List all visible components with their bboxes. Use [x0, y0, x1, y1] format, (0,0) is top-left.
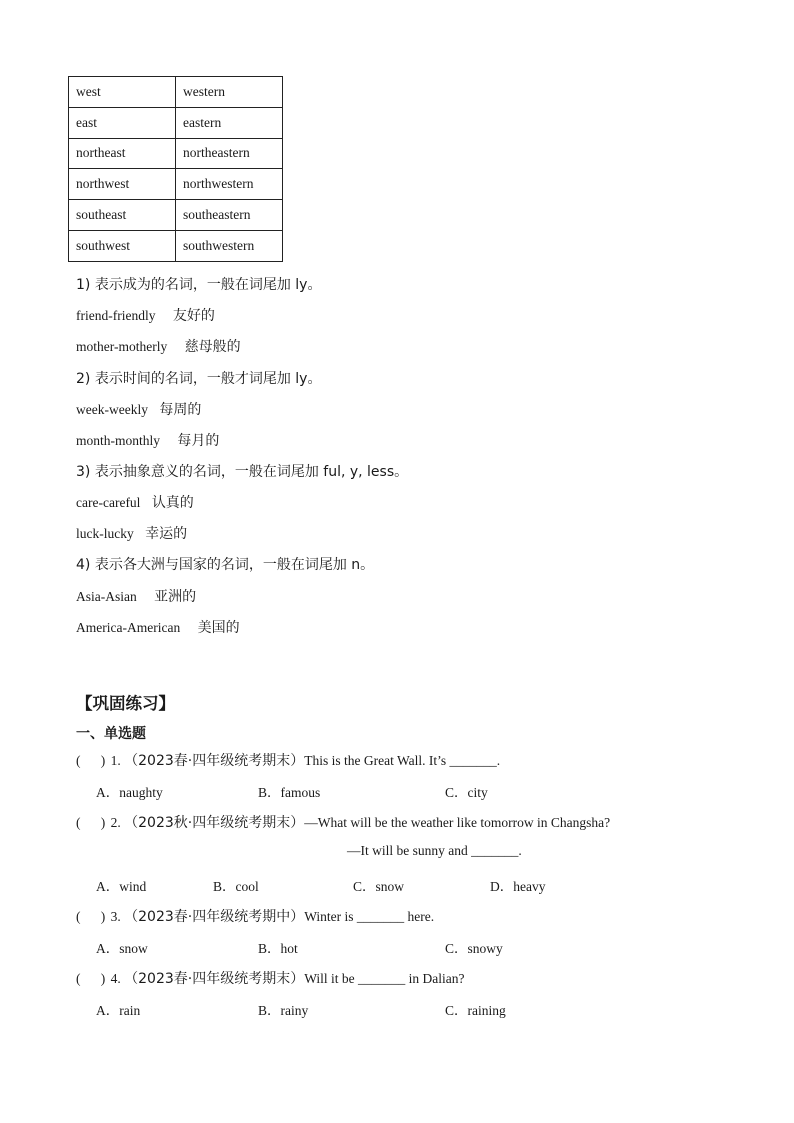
option-d: D．heavy — [490, 879, 546, 894]
table-cell: southeastern — [176, 200, 283, 231]
example-word: America-American — [76, 620, 181, 635]
table-cell: western — [176, 77, 283, 108]
rule-title: 2) 表示时间的名词，一般才词尾加 ly。 — [76, 371, 322, 387]
question-source: （2023春·四年级统考期末） — [124, 971, 305, 987]
option-c: C．city — [445, 785, 488, 800]
question-2 — [76, 812, 610, 832]
rule-example — [76, 617, 240, 637]
question-source: （2023春·四年级统考期中） — [124, 909, 305, 925]
example-meaning: 幸运的 — [145, 526, 188, 542]
question-source: （2023秋·四年级统考期末） — [124, 815, 305, 831]
question-text: Will it be _______ in Dalian? — [304, 971, 465, 986]
table-cell: southwest — [69, 230, 176, 261]
example-meaning: 认真的 — [151, 495, 194, 511]
rule-example — [76, 586, 196, 606]
rule-example — [76, 523, 187, 543]
question-number: 3. — [110, 909, 121, 924]
example-word: mother-motherly — [76, 339, 168, 354]
table-cell: northwest — [69, 169, 176, 200]
option-a: A．rain — [96, 1003, 141, 1018]
answer-blank: ( ) — [76, 815, 106, 830]
option-a: A．wind — [96, 879, 147, 894]
rule-title: 4) 表示各大洲与国家的名词，一般在词尾加 n。 — [76, 557, 375, 573]
example-word: Asia-Asian — [76, 589, 137, 604]
question-1 — [76, 750, 500, 770]
example-meaning: 每月的 — [177, 433, 220, 449]
option-a: A．snow — [96, 941, 148, 956]
table-cell: east — [69, 107, 176, 138]
rule-example — [76, 305, 215, 325]
rule-example — [76, 430, 219, 450]
table-row — [69, 169, 283, 200]
answer-blank: ( ) — [76, 971, 106, 986]
table-cell: northeastern — [176, 138, 283, 169]
table-cell: southwestern — [176, 230, 283, 261]
rule-example — [76, 399, 201, 419]
rule-title: 1) 表示成为的名词，一般在词尾加 ly。 — [76, 277, 322, 293]
rule-title: 3) 表示抽象意义的名词，一般在词尾加 ful, y, less。 — [76, 464, 409, 480]
example-meaning: 每周的 — [159, 402, 202, 418]
table-cell: northeast — [69, 138, 176, 169]
option-c: C．snow — [353, 879, 405, 894]
rule-example — [76, 336, 241, 356]
question-source: （2023春·四年级统考期末） — [124, 753, 305, 769]
section-title: 【巩固练习】 — [76, 694, 175, 713]
answer-blank: ( ) — [76, 753, 106, 768]
table-cell: southeast — [69, 200, 176, 231]
option-b: B．hot — [258, 941, 298, 956]
example-word: care-careful — [76, 495, 141, 510]
rule-example — [76, 492, 194, 512]
example-word: friend-friendly — [76, 308, 156, 323]
option-b: B．rainy — [258, 1003, 309, 1018]
table-row — [69, 230, 283, 261]
question-text: Winter is _______ here. — [304, 909, 435, 924]
option-b: B．cool — [213, 879, 259, 894]
option-b: B．famous — [258, 785, 321, 800]
table-row — [69, 77, 283, 108]
example-word: week-weekly — [76, 402, 148, 417]
word-table — [68, 76, 283, 262]
option-c: C．raining — [445, 1003, 506, 1018]
question-number: 1. — [110, 753, 121, 768]
option-c: C．snowy — [445, 941, 503, 956]
question-text-continued: —It will be sunny and _______. — [347, 843, 522, 858]
option-a: A．naughty — [96, 785, 163, 800]
table-row — [69, 107, 283, 138]
example-meaning: 慈母般的 — [184, 339, 241, 355]
table-row — [69, 200, 283, 231]
table-cell: west — [69, 77, 176, 108]
answer-blank: ( ) — [76, 909, 106, 924]
table-cell: northwestern — [176, 169, 283, 200]
question-number: 2. — [110, 815, 121, 830]
question-number: 4. — [110, 971, 121, 986]
example-word: luck-lucky — [76, 526, 134, 541]
part-title: 一、单选题 — [76, 726, 146, 742]
table-cell: eastern — [176, 107, 283, 138]
example-word: month-monthly — [76, 433, 160, 448]
question-text: —What will be the weather like tomorrow in Changsha? — [304, 815, 611, 830]
example-meaning: 美国的 — [197, 620, 240, 636]
question-4 — [76, 968, 465, 988]
question-3 — [76, 906, 434, 926]
example-meaning: 友好的 — [172, 308, 215, 324]
question-text: This is the Great Wall. It’s _______. — [304, 753, 501, 768]
table-row — [69, 138, 283, 169]
example-meaning: 亚洲的 — [154, 589, 197, 605]
